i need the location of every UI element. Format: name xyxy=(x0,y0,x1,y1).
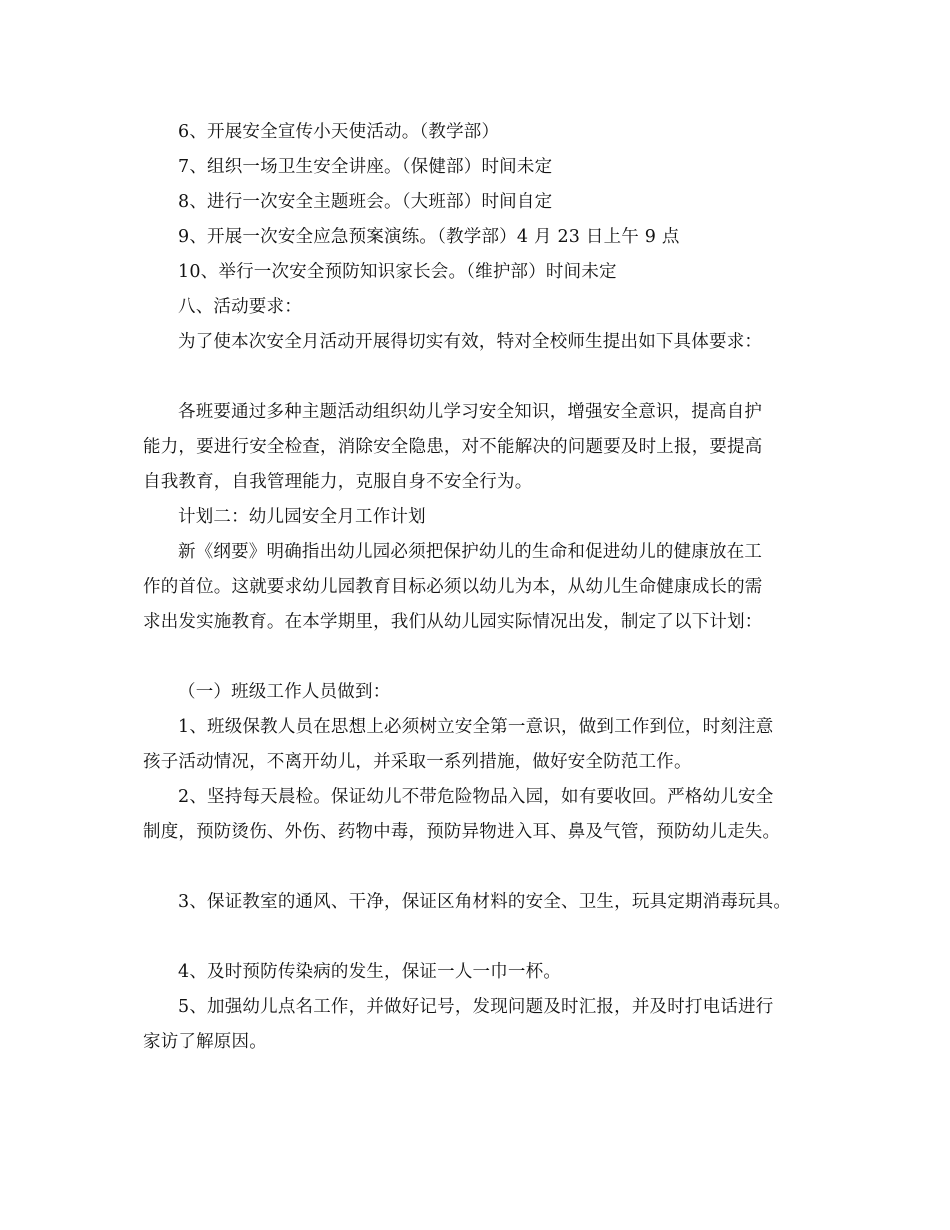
list-item: 8、进行一次安全主题班会。（大班部）时间自定 xyxy=(178,192,553,212)
paragraph-line: 能力，要进行安全检查，消除安全隐患，对不能解决的问题要及时上报，要提高 xyxy=(143,437,763,457)
subsection-heading: （一）班级工作人员做到： xyxy=(178,682,391,702)
list-item: 9、开展一次安全应急预案演练。（教学部）4 月 23 日上午 9 点 xyxy=(178,227,680,247)
paragraph-line: 为了使本次安全月活动开展得切实有效，特对全校师生提出如下具体要求： xyxy=(178,332,763,352)
list-item: 10、举行一次安全预防知识家长会。（维护部）时间未定 xyxy=(178,262,617,282)
plan-title: 计划二：幼儿园安全月工作计划 xyxy=(178,507,426,527)
list-item: 6、开展安全宣传小天使活动。（教学部） xyxy=(178,122,500,142)
list-item: 孩子活动情况，不离开幼儿，并采取一系列措施，做好安全防范工作。 xyxy=(143,752,692,772)
paragraph-line: 新《纲要》明确指出幼儿园必须把保护幼儿的生命和促进幼儿的健康放在工 xyxy=(178,542,763,562)
paragraph-line: 求出发实施教育。在本学期里，我们从幼儿园实际情况出发，制定了以下计划： xyxy=(143,612,763,632)
section-heading: 八、活动要求： xyxy=(178,297,302,317)
list-item: 3、保证教室的通风、干净，保证区角材料的安全、卫生，玩具定期消毒玩具。 xyxy=(178,892,792,912)
paragraph-line: 各班要通过多种主题活动组织幼儿学习安全知识，增强安全意识，提高自护 xyxy=(178,402,763,422)
list-item: 5、加强幼儿点名工作，并做好记号，发现问题及时汇报，并及时打电话进行 xyxy=(178,997,774,1017)
paragraph-line: 作的首位。这就要求幼儿园教育目标必须以幼儿为本，从幼儿生命健康成长的需 xyxy=(143,577,763,597)
list-item: 4、及时预防传染病的发生，保证一人一巾一杯。 xyxy=(178,962,562,982)
list-item: 2、坚持每天晨检。保证幼儿不带危险物品入园，如有要收回。严格幼儿安全 xyxy=(178,787,774,807)
list-item: 7、组织一场卫生安全讲座。（保健部）时间未定 xyxy=(178,157,553,177)
list-item: 1、班级保教人员在思想上必须树立安全第一意识，做到工作到位，时刻注意 xyxy=(178,717,774,737)
paragraph-line: 自我教育，自我管理能力，克服自身不安全行为。 xyxy=(143,472,533,492)
list-item: 家访了解原因。 xyxy=(143,1032,267,1052)
list-item: 制度，预防烫伤、外伤、药物中毒，预防异物进入耳、鼻及气管，预防幼儿走失。 xyxy=(143,822,781,842)
